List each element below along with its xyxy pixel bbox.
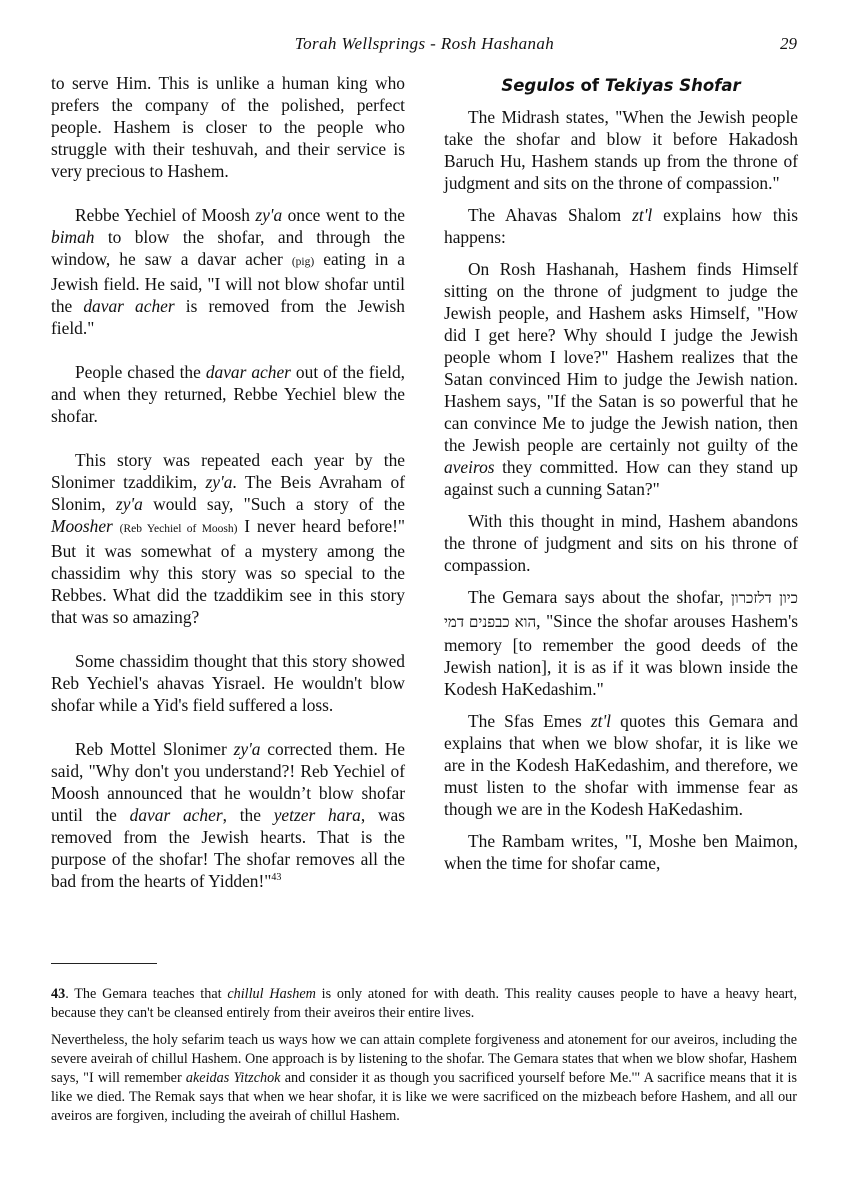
- footnote-43: 43. The Gemara teaches that chillul Hashem is only atoned for with death. This reality causes people to have a heavy heart, because they can't be cleansed entirely from their aveiros their entire lives.: [51, 986, 798, 1021]
- page-number: 29: [780, 34, 797, 53]
- paragraph: Some chassidim thought that this story showed Reb Yechiel's ahavas Yisrael. He wouldn't blow shofar while a Yid's field suffered a loss.: [51, 651, 405, 715]
- footnotes: [51, 985, 797, 1126]
- page-header: [0, 34, 849, 58]
- footnote-continuation: Nevertheless, the holy sefarim teach us ways how we can attain complete forgiveness and atonement for our aveiros, including the severe aveirah of chillul Hashem. One approach is by listening to the shofar. The Gemara states that when we blow shofar, Hashem says, "I will remember akeidas Yitzchok and consider it as though you sacrificed yourself before Me.'" A sacrifice means that it is like we died. The Remak says that when we hear shofar, it is like we were sacrificed on the mizbeach before Hashem, and all our aveiros are forgiven, including the aveirah of chillul Hashem.: [51, 1032, 797, 1124]
- footnote-number: 43: [51, 986, 66, 1002]
- section-heading: Segulos of Tekiyas Shofar: [501, 76, 741, 95]
- paragraph: People chased the davar acher out of the field, and when they returned, Rebbe Yechiel blew the shofar.: [51, 362, 405, 426]
- paragraph: This story was repeated each year by the Slonimer tzaddikim, zy'a. The Beis Avraham of Slonim, zy'a would say, "Such a story of the Moosher (Reb Yechiel of Moosh) I never heard before!" But it was somewhat of a mystery among the chassidim why this story was so special to the Rebbes. What did the tzaddikim see in this story that was so amazing?: [51, 450, 405, 627]
- paragraph: to serve Him. This is unlike a human king who prefers the company of the polished, perfect people. Hashem is closer to the people who struggle with their teshuvah, and their service is very precious to Hashem.: [51, 73, 405, 181]
- paragraph: The Gemara says about the shofar, כיון דלזכרון הוא כבפנים דמי, "Since the shofar arouses Hashem's memory [to remember the good deeds of the Jewish nation], it is as if it was blown inside the Kodesh HaKedashim.": [444, 587, 798, 699]
- paragraph: The Sfas Emes zt'l quotes this Gemara and explains that when we blow shofar, it is like we are in the Kodesh HaKedashim, and therefore, we must listen to the shofar with immense fear as though we are in the Kodesh HaKedashim.: [444, 711, 798, 819]
- right-column: [444, 72, 798, 874]
- paragraph: The Midrash states, "When the Jewish people take the shofar and blow it before Hakadosh Baruch Hu, Hashem stands up from the throne of judgment and sits on the throne of compassion.": [444, 107, 798, 193]
- paragraph: With this thought in mind, Hashem abandons the throne of judgment and sits on his throne of compassion.: [444, 511, 798, 575]
- footnote-divider: [51, 963, 157, 964]
- running-header-title: Torah Wellsprings - Rosh Hashanah: [294, 34, 555, 53]
- paragraph: Rebbe Yechiel of Moosh zy'a once went to the bimah to blow the shofar, and through the window, he saw a davar acher (pig) eating in a Jewish field. He said, "I will not blow shofar until the davar acher is removed from the Jewish field.": [51, 205, 406, 338]
- paragraph: Reb Mottel Slonimer zy'a corrected them. He said, "Why don't you understand?! Reb Yechiel of Moosh announced that he wouldn’t blow shofar until the davar acher, the yetzer hara, was removed from the Jewish hearts. That is the purpose of the shofar! The shofar removes all the bad from the hearts of Yidden!"$^{43}$: [51, 739, 405, 891]
- paragraph: The Rambam writes, "I, Moshe ben Maimon, when the time for shofar came,: [444, 831, 798, 873]
- footnote-ref[interactable]: 43: [271, 872, 282, 884]
- hebrew-quote: כיון: [779, 591, 798, 607]
- paragraph: The Ahavas Shalom zt'l explains how this happens:: [444, 205, 798, 247]
- left-column: [51, 72, 405, 892]
- paragraph: On Rosh Hashanah, Hashem finds Himself sitting on the throne of judgment to judge the Jewish people, and Hashem asks Himself, "How did I get here? Why should I judge the Jewish people whom I love?" Hashem realizes that the Satan convinced Him to judge the Jewish nation. Hashem says, "If the Satan is so powerful that he can convince Me to judge the Jewish nation, then the Jewish people are certainly not guilty of the aveiros they committed. How can they stand up against such a cunning Satan?": [444, 259, 798, 499]
- hebrew-quote: דלזכרון הוא כבפנים דמי: [444, 591, 772, 631]
